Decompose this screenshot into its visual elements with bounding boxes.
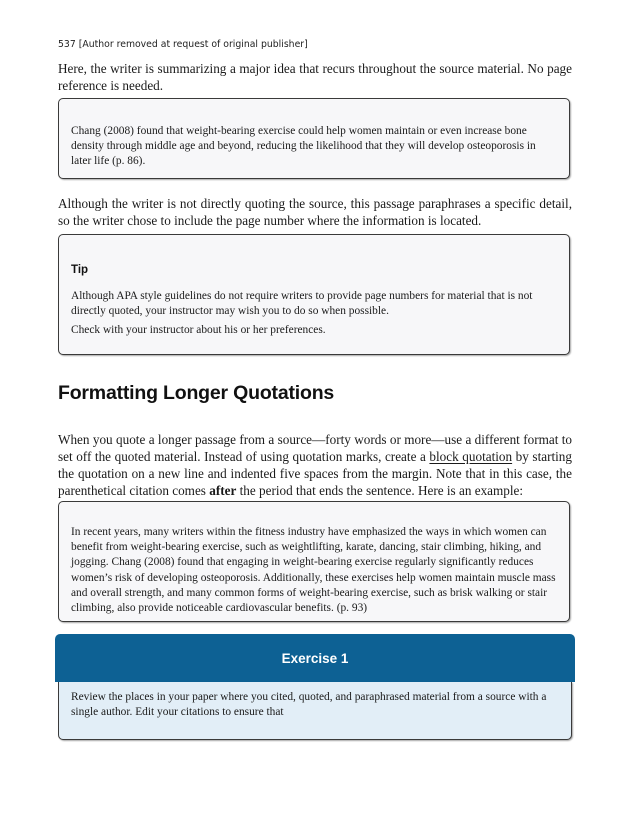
running-title: [Author removed at request of original publisher] bbox=[78, 39, 308, 50]
paraphrase-example-box bbox=[58, 98, 570, 179]
block-quotation-link[interactable]: block quotation bbox=[429, 449, 513, 464]
tip-paragraph-2: Check with your instructor about his or her preferences. bbox=[71, 324, 326, 337]
exercise-body bbox=[58, 682, 572, 740]
running-header bbox=[58, 39, 308, 50]
section-intro-paragraph bbox=[58, 431, 572, 499]
tip-box bbox=[58, 234, 570, 355]
intro-text-3: the period that ends the sentence. Here is an example: bbox=[236, 483, 524, 498]
paraphrase-example-text: Chang (2008) found that weight-bearing exercise could help women maintain or even increase bone density through middle age and beyond, reducing the likelihood that they will develop osteoporosis in later life (p. 86). bbox=[71, 125, 536, 168]
intro-bold-after: after bbox=[209, 483, 237, 498]
section-heading: Formatting Longer Quotations bbox=[58, 382, 335, 404]
tip-title: Tip bbox=[71, 264, 89, 276]
intro-text-2: by starting the quotation on a new line and indented five spaces from the margin. Note that in this case, the parenthetical citation comes bbox=[58, 449, 572, 498]
exercise-text: Review the places in your paper where you cited, quoted, and paraphrased material from a source with a single author. Edit your citations to ensure that bbox=[71, 691, 547, 719]
exercise-title: Exercise 1 bbox=[281, 650, 349, 666]
tip-paragraph-1: Although APA style guidelines do not require writers to provide page numbers for material that is not directly quoted, your instructor may wish you to do so when possible. bbox=[71, 290, 533, 318]
page-number: 537 bbox=[58, 39, 76, 50]
summary-intro-paragraph: Here, the writer is summarizing a major idea that recurs throughout the source material. No page reference is needed. bbox=[58, 61, 572, 93]
paraphrase-note-paragraph: Although the writer is not directly quoting the source, this passage paraphrases a specific detail, so the writer chose to include the page number where the information is located. bbox=[58, 196, 572, 228]
exercise-header bbox=[55, 634, 575, 682]
block-quote-text: In recent years, many writers within the fitness industry have emphasized the ways in which women can benefit from weight-bearing exercise, such as weightlifting, karate, dancing, stair climbing, hiking, and jogging. Chang (2008) found that engaging in weight-bearing exercise regularly significantly reduces women’s risk of developing osteoporosis. Additionally, these exercises help women maintain muscle mass and overall strength, and many common forms of weight-bearing exercise, such as brisk walking or stair climbing, also provide noticeable cardiovascular benefits. (p. 93) bbox=[71, 526, 556, 615]
intro-text-1: When you quote a longer passage from a source—forty words or more—use a different format to set off the quoted material. Instead of using quotation marks, create a bbox=[58, 432, 572, 464]
block-quote-box bbox=[58, 501, 570, 622]
